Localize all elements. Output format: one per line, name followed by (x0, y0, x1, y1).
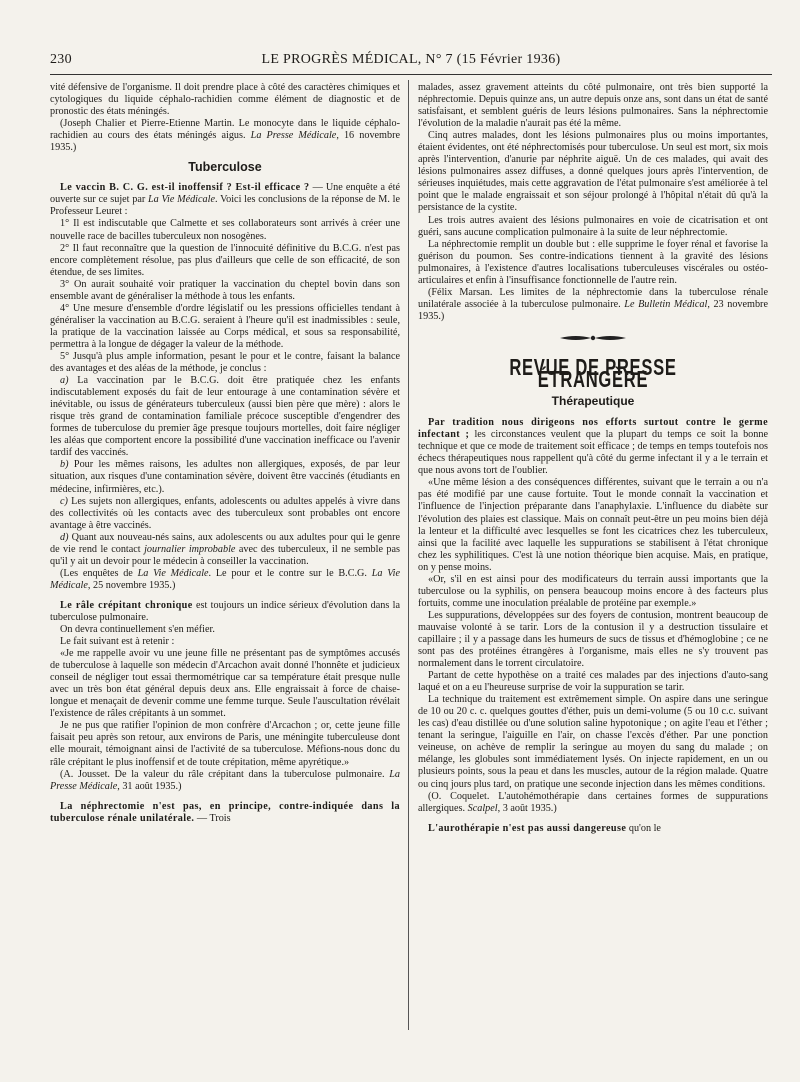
right-column (418, 82, 768, 835)
paragraph: «Je me rappelle avoir vu une jeune fille ne présentant pas de symptômes accusés de tuberculose à laquelle son médecin d'Arcachon avait donné l'honnête et judicieux conseil de négliger tout essai thermométrique car sa température était presque nulle avec un très bon état général depuis deux ans. Elle engraissait à force de chaise-longue et menaçait de devenir comme une femme turque. Seule l'auscultation révélait l'existence de râles crépitants à un sommet. (50, 648, 400, 720)
journal-title: LE PROGRÈS MÉDICAL, N° 7 (15 Février 1936) (261, 52, 561, 67)
paragraph: Le fait suivant est à retenir : (60, 636, 175, 648)
section-title-therapeutique: Thérapeutique (551, 394, 635, 409)
paragraph: malades, assez gravement atteints du côté pulmonaire, ont très bien supporté la néphrectomie. Depuis quinze ans, un autre depuis onze ans, sont dans un état de santé satisfaisant, et semblent guéris de leurs lésions pulmonaires. Sans la néphrectomie l'évolution de la maladie n'aurait pas été la même. (418, 82, 768, 130)
citation: (A. Jousset. De la valeur du râle crépitant dans la tuberculose pulmonaire. La Presse Médicale, 31 août 1935.) (50, 768, 400, 792)
paragraph: Les trois autres avaient des lésions pulmonaires en voie de cicatrisation et ont guéri, sans aucune complication pulmonaire à la suite de leur néphrectomie. (418, 214, 768, 238)
ornament-icon (558, 333, 628, 343)
list-item: 2° Il faut reconnaître que la question de l'innocuité définitive du B.C.G. n'est pas encore complètement résolue, pas plus d'ailleurs que celle de son efficacité, de son étendue, de ses limites. (50, 242, 400, 278)
paragraph: «Or, s'il en est ainsi pour des modificateurs du terrain aussi importants que la tuberculose ou la syphilis, on pensera beaucoup moins encore à des facteurs plus fortuits, comme une inoculation préalable de protéine par exemple.» (418, 573, 768, 609)
sub-item: c) Les sujets non allergiques, enfants, adolescents ou adultes appelés à vivre dans des collectivités où les contacts avec des tuberculeux sont probables ont encore avantage à être vaccinés. (50, 495, 400, 531)
left-column (50, 82, 400, 825)
section-banner-revue-presse-etrangere: REVUE DE PRESSE ÉTRANGÈRE (509, 353, 677, 393)
paragraph: Partant de cette hypothèse on a traité ces malades par des injections d'auto-sang laqué et on a eu l'heureuse surprise de voir la suppuration se tarir. (418, 670, 768, 694)
column-divider (408, 80, 409, 1030)
paragraph: Les suppurations, développées sur des foyers de contusion, montrent beaucoup de mauvaise volonté à se tarir. Lors de la contusion il y a destruction tissulaire et capillaire ; il y a passage dans les humeurs de sucs de tissus et d'hémoglobine ; ce ne sont pas des protéines étrangères à l'organisme, mais elles ne s'y trouvent pas normalement dans le torrent circulatoire. (418, 609, 768, 670)
list-item: 5° Jusqu'à plus ample information, pesant le pour et le contre, faisant la balance des avantages et des aléas de la méthode, je conclus : (50, 350, 400, 375)
sub-item: d) Quant aux nouveau-nés sains, aux adolescents ou aux adultes pour qui le genre de vie rend le contact journalier improbable avec des tuberculeux, il ne semble pas qu'il y ait un devoir pour le médecin à conseiller la vaccination. (50, 531, 400, 567)
list-item: 4° Une mesure d'ensemble d'ordre législatif ou les pressions officielles tendant à généraliser la vaccination au B.C.G. seraient à l'heure qu'il est inadmissibles : seule, la pratique de la vaccination laissée au Corps médical, et sous sa responsabilité, permettra à la longue de dégager la valeur de la méthode. (50, 302, 400, 350)
sub-item: a) La vaccination par le B.C.G. doit être pratiquée chez les enfants indiscutablement exposés du fait de leur entourage à une contamination sévère et inévitable, ou issus de générateurs tuberculeux (aussi bien père que mère) : alors le risque très grand de contamination familiale précoce susceptible d'engendrer des formes de tuberculose du premier âge presque toujours mortelles, doit faire négliger les aléas que comportent encore la possibilité d'une vaccination inefficace ou l'avenir tardif des vaccinés. (50, 375, 400, 459)
sub-item: b) Pour les mêmes raisons, les adultes non allergiques, exposés, de par leur situation, aux risques d'une contamination sévère, doivent être vaccinés (étudiants en médecine, infirmières, etc.). (50, 459, 400, 495)
page-number: 230 (50, 52, 72, 67)
citation: (Joseph Chalier et Pierre-Etienne Martin. Le monocyte dans le liquide céphalo-rachidien au cours des états méningés aigus. La Presse Médicale, 16 novembre 1935.) (50, 118, 400, 154)
section-title-tuberculose: Tuberculose (188, 160, 262, 175)
paragraph: La néphrectomie remplit un double but : elle supprime le foyer rénal et favorise la guérison du poumon. Ses contre-indications tiennent à la gravité des lésions pulmonaires, à l'existence d'autres localisations tuberculeuses viscérales ou ostéo-articulaires et enfin à l'insuffisance fonctionnelle de l'autre rein. (418, 238, 768, 286)
citation: (Les enquêtes de La Vie Médicale. Le pour et le contre sur le B.C.G. La Vie Médicale, 25 novembre 1935.) (50, 567, 401, 591)
article-rale-intro: Le râle crépitant chronique est toujours un indice sérieux d'évolution dans la tuberculose pulmonaire. (50, 599, 400, 623)
article-aurotherapie-intro: L'aurothérapie n'est pas aussi dangereuse qu'on le (428, 822, 661, 834)
paragraph: Cinq autres malades, dont les lésions pulmonaires plus ou moins importantes, étaient évidentes, ont été néphrectomisés pour tuberculose. Un seul est mort, six mois après l'intervention, d'anurie par néphrite aiguë. Un de ces malades, qui avait des lésions pulmonaires assez diffuses, a donné quelques jours après l'intervention, de sérieuses inquiétudes, mais cette aggravation de l'état pulmonaire s'est améliorée à tel point que le malade engraissait et son séjour prolongé à l'hôpital n'était dû qu'à la persistance de la cystite. (418, 130, 768, 214)
list-item: 3° On aurait souhaité voir pratiquer la vaccination du cheptel bovin dans son ensemble avant de généraliser la méthode à tous les enfants. (50, 278, 400, 302)
paragraph: La technique du traitement est extrêmement simple. On aspire dans une seringue de 10 ou 20 c. c. quelques gouttes d'éther, puis un demi-volume (5 ou 10 c.c. suivant les cas) d'eau distillée ou d'une solution saline hypotonique ; on agite l'eau et l'éther ; tenant la seringue, l'aiguille en l'air, on chasse l'excès d'éther. Par une ponction veineuse, on achève de remplir la seringue au moyen du sang du malade ; on mélange, les globules sont immédiatement lysés. On injecte rapidement, en un ou plusieurs points, sous la peau et dans les muscles, autour de la région malade. Quatre ou cinq jours plus tard, on pratique une seconde injection dans les mêmes conditions. (418, 694, 768, 790)
citation: (O. Coquelet. L'autohémothérapie dans certaines formes de suppurations allergiques. Scalpel, 3 août 1935.) (418, 790, 768, 814)
paragraph: vité défensive de l'organisme. Il doit prendre place à côté des caractères chimiques et cytologiques du liquide céphalo-rachidien comme élément de diagnostic et de pronostic des états méningés. (50, 82, 400, 118)
article-nephrectomie-intro: La néphrectomie n'est pas, en principe, contre-indiquée dans la tuberculose rénale unilatérale. — Trois (50, 800, 400, 824)
list-item: 1° Il est indiscutable que Calmette et ses collaborateurs sont arrivés à créer une nouvelle race de bacilles tuberculeux non nosogènes. (50, 218, 400, 242)
citation: (Félix Marsan. Les limites de la néphrectomie dans la tuberculose rénale unilatérale associée à la tuberculose pulmonaire. Le Bulletin Médical, 23 novembre 1935.) (418, 286, 768, 322)
paragraph: «Une même lésion a des conséquences différentes, suivant que le terrain a ou n'a pas été modifié par une cause fortuite. Tout le monde connaît la vaccination et l'influence de l'injection préparante dans l'anaphylaxie. L'influence du diabète sur l'évolution des plaies est classique. Mais on connaît peut-être un peu moins bien déjà la lenteur et la difficulté avec lesquelles se font les cicatrices chez les tuberculeux, ainsi que la facilité avec laquelle les suppurations se stabilisent à l'état chronique chez les syphilitiques. C'est là une notion théorique bien acquise. Mais, en pratique, on y pense moins. (418, 477, 768, 573)
article-bcg-intro: Le vaccin B. C. G. est-il inoffensif ? Est-il efficace ? — Une enquête a été ouverte sur ce sujet par La Vie Médicale. Voici les conclusions de la réponse de M. le Professeur Leuret : (50, 182, 401, 218)
header-rule (50, 74, 772, 75)
paragraph: Je ne pus que ratifier l'opinion de mon confrère d'Arcachon ; or, cette jeune fille faisait peu après son retour, aux environs de Paris, une méningite tuberculeuse dont elle mourait, témoignant ainsi de l'activité de sa tuberculose. Méfions-nous donc du râle crépitant le plus inoffensif et de toute crépitation, même apyrétique.» (50, 720, 400, 768)
article-therapeutique-intro: Par tradition nous dirigeons nos efforts surtout contre le germe infectant ; les circonstances veulent que la plupart du temps ce soit la bonne technique et que ce mode de traitement soit efficace ; de temps en temps toutefois nos échecs thérapeutiques nous rappellent qu'à côté du germe infectant il y a le terrain et que nous avons tort de l'oublier. (418, 417, 768, 477)
decorative-ornament (418, 333, 768, 347)
paragraph: On devra continuellement s'en méfier. (60, 624, 215, 636)
page-header (50, 52, 772, 72)
